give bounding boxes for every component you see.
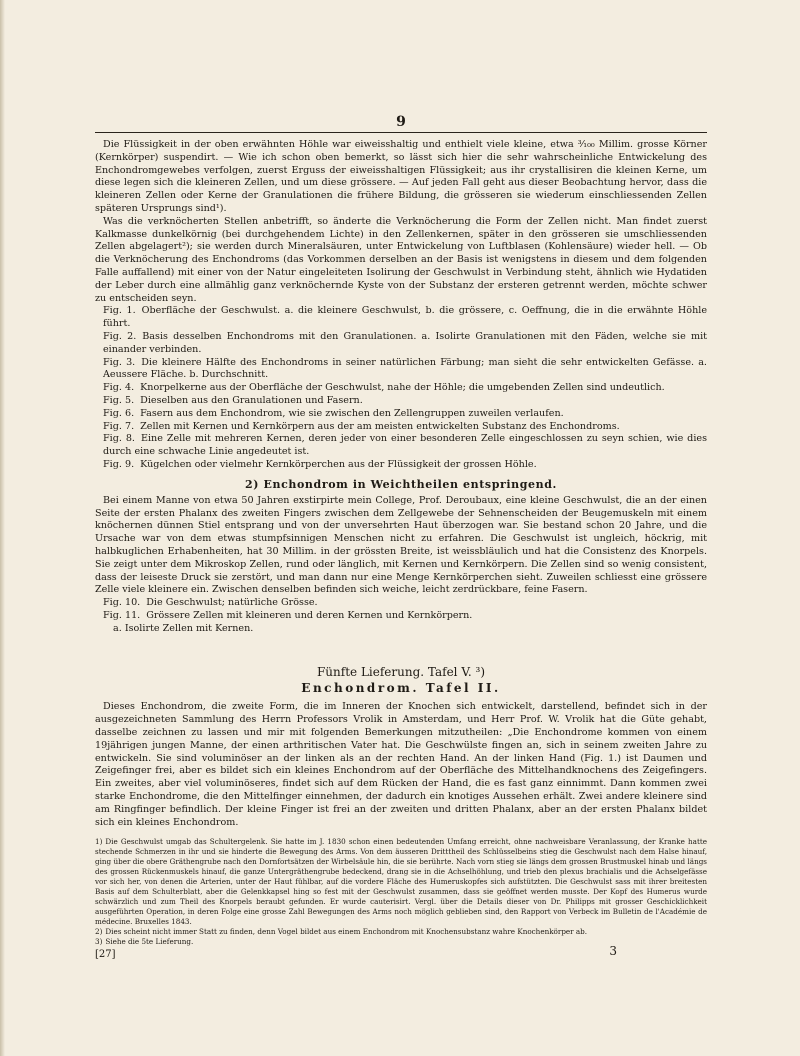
- figure-label: Fig. 1.: [103, 305, 136, 317]
- delivery-heading: Fünfte Lieferung. Tafel V. ³): [316, 665, 486, 680]
- figure-text: Die kleinere Hälfte des Enchondroms in seiner natürlichen Färbung; man sieht die sehr entwickelten Gefässe. a. Aeussere Fläche. b. Durchschnitt.: [103, 356, 707, 381]
- figure-caption: [95, 459, 707, 472]
- figure-caption: [95, 331, 707, 357]
- section2-paragraph: Bei einem Manne von etwa 50 Jahren exstirpirte mein College, Prof. Deroubaux, eine kleine Geschwulst, die an der einen Seite der ersten Phalanx des zweiten Fingers zwischen dem Zellgewebe der Sehnenscheiden der Beugemuskeln mit einem knöchernen dünnen Stiel entsprang und von der unversehrten Haut überzogen war. Sie bestand schon 20 Jahre, und die Ursache war von dem etwas stumpfsinnigen Menschen nicht zu erfahren. Die Geschwulst ist ungleich, höckrig, mit halbkuglichen Erhabenheiten, hat 30 Millim. in der grössten Breite, ist weissbläulich und hat die Consistenz des Knorpels. Sie zeigt unter dem Mikroskop Zellen, rund oder länglich, mit Kernen und Kernkörpern. Die Zellen sind so wenig consistent, dass der leiseste Druck sie zerstört, und man dann nur eine Menge Kernkörperchen sieht. Zuweilen schliesst eine grössere Zelle viele kleinere ein. Zwischen denselben befinden sich weiche, leicht zerdrückbare, feine Fasern.: [95, 494, 707, 596]
- figure-caption: [95, 382, 707, 395]
- figure-label: Fig. 2.: [103, 330, 137, 342]
- figure-text: Basis desselben Enchondroms mit den Granulationen. a. Isolirte Granulationen mit den Fäden, welche sie mit einander verbinden.: [103, 330, 707, 355]
- page-edge-shadow: [0, 0, 5, 1056]
- footnote-text: Siehe die 5te Lieferung.: [105, 937, 194, 947]
- page: [95, 112, 707, 961]
- page-number: 9: [396, 114, 406, 130]
- figure-caption: [95, 597, 707, 610]
- figure-label: Fig. 10.: [103, 597, 141, 609]
- footnote: [95, 927, 707, 937]
- bracket-mark: [27]: [95, 949, 116, 961]
- plate-heading: Enchondrom. Tafel II.: [301, 681, 501, 696]
- footer: [95, 944, 707, 961]
- figure-label: Fig. 6.: [103, 407, 135, 419]
- figure-label: Fig. 3.: [103, 356, 136, 368]
- figure-caption: [95, 357, 707, 383]
- figure-text: Fasern aus dem Enchondrom, wie sie zwischen den Zellengruppen zuweilen verlaufen.: [140, 407, 564, 419]
- figure-text: Zellen mit Kernen und Kernkörpern aus der am meisten entwickelten Substanz des Enchondroms.: [140, 420, 620, 432]
- section3-paragraph: Dieses Enchondrom, die zweite Form, die im Inneren der Knochen sich entwickelt, darstellend, befindet sich in der ausgezeichneten Sammlung des Herrn Professors Vrolik in Amsterdam, und Herr Prof. W. Vrolik hat die Güte gehabt, dasselbe zeichnen zu lassen und mir mit folgenden Bemerkungen mitzutheilen: „Die Enchondrome kommen von einem 19jährigen jungen Manne, der einen arthritischen Vater hat. Die Geschwülste fingen an, sich in seinem zweiten Jahre zu entwickeln. Sie sind voluminöser an der linken als an der rechten Hand. An der linken Hand (Fig. 1.) ist Daumen und Zeigefinger frei, aber es bildet sich ein kleines Enchondrom auf der Oberfläche des Mittelhandknochens des Zeigefingers. Ein zweites, aber viel voluminöseres, findet sich auf dem Rücken der Hand, die es fast ganz einnimmt. Dann kommen zwei starke Enchondrome, die den Mittelfinger einnehmen, der dadurch ein knotiges Aussehen erhält. Zwei andere kleinere sind am Ringfinger befindlich. Der kleine Finger ist frei an der zweiten und dritten Phalanx, aber an der ersten Phalanx bildet sich ein kleines Enchondrom.: [95, 701, 707, 828]
- footnote-label: 3): [95, 937, 103, 947]
- footnote: [95, 837, 707, 927]
- intro-paragraph-2: Was die verknöcherten Stellen anbetrifft, so änderte die Verknöcherung die Form der Zellen nicht. Man findet zuerst Kalkmasse dunkelkörnig (bei durchgehendem Lichte) in den Zellenkernen, später in den grösseren sie umschliessenden Zellen abgelagert²); sie werden durch Mineralsäuren, unter Entwickelung von Luftblasen (Kohlensäure) wieder hell. — Ob die Verknöcherung des Enchondroms (das Vorkommen derselben an der Basis ist wenigstens in diesem und dem folgenden Falle auffallend) mit einer von der Natur eingeleiteten Isolirung der Geschwulst in Verbindung steht, ähnlich wie Hydatiden der Leber durch eine allmählig ganz verknöchernde Kyste von der Substanz der ersteren getrennt werden, möchte schwer zu entscheiden seyn.: [95, 215, 707, 304]
- figure-label: Fig. 5.: [103, 394, 135, 406]
- section-heading: 2) Enchondrom in Weichtheilen entspringend.: [245, 477, 557, 491]
- figure-list-1: [95, 305, 707, 471]
- figure-text: Grössere Zellen mit kleineren und deren Kernen und Kernkörpern.: [146, 609, 473, 621]
- figure-caption: [95, 408, 707, 421]
- figure-caption: [95, 421, 707, 434]
- figure-text: Dieselben aus den Granulationen und Fasern.: [140, 394, 363, 406]
- figure-caption: [95, 395, 707, 408]
- footnote-text: Die Geschwulst umgab das Schultergelenk. Sie hatte im J. 1830 schon einen bedeutenden Umfang erreicht, ohne nachweisbare Veranlassung, der Kranke hatte stechende Schmerzen in ihr und sie hinderte die Bewegung des Arms. Von dem äusseren Dritttheil des Schlüsselbeins stieg die Geschwulst nach dem Halse hinauf, ging über die obere Gräthengrube nach den Dornfortsätzen der Wirbelsäule hin, die sie berührte. Nach vorn stieg sie längs dem grossen Brustmuskel hinab und längs des grossen Rückenmuskels hinauf, die ganze Untergräthengrube bedeckend, drang sie in die Achselhöhlung, und trieb den plexus brachialis und die Achselgefässe vor sich her, von denen die Arterien, unter der Haut fühlbar, auf die vordere Fläche des Humeruskopfes sich aufstützten. Die Geschwulst sass mit ihrer breitesten Basis auf dem Schulterblatt, aber die Gelenkkapsel hing so fest mit der Geschwulst zusammen, dass sie geöffnet werden musste. Der Kopf des Humerus wurde schwärzlich und zum Theil des Knorpels beraubt gefunden. Er wurde cauterisirt. Vergl. über die Details dieser von Dr. Philipps mit grosser Geschicklichkeit ausgeführten Operation, in deren Folge eine grosse Zahl Bewegungen des Arms noch möglich geblieben sind, den Rapport von Verbeck im Bulletin de l'Académie de médecine. Bruxelles 1843.: [95, 837, 707, 927]
- signature-number: 3: [609, 944, 617, 959]
- figure-text: Oberfläche der Geschwulst. a. die kleinere Geschwulst, b. die grössere, c. Oeffnung, die in die erwähnte Höhle führt.: [103, 305, 707, 330]
- figure-caption: [95, 305, 707, 331]
- figure-caption: [95, 433, 707, 459]
- figure-subcaption: a. Isolirte Zellen mit Kernen.: [113, 622, 254, 634]
- figure-text: Eine Zelle mit mehreren Kernen, deren jeder von einer besonderen Zelle eingeschlossen zu seyn schien, wie dies durch eine schwache Linie angedeutet ist.: [103, 433, 707, 458]
- footnote-label: 1): [95, 837, 103, 847]
- figure-text: Knorpelkerne aus der Oberfläche der Geschwulst, nahe der Höhle; die umgebenden Zellen sind undeutlich.: [140, 382, 665, 394]
- footnote-label: 2): [95, 927, 103, 937]
- figure-label: Fig. 9.: [103, 458, 135, 470]
- footnotes: [95, 837, 707, 947]
- footnote-text: Dies scheint nicht immer Statt zu finden, denn Vogel bildet aus einem Enchondrom mit Knochensubstanz wahre Knochenkörper ab.: [105, 927, 588, 937]
- figure-label: Fig. 8.: [103, 433, 135, 445]
- figure-label: Fig. 11.: [103, 609, 141, 621]
- figure-label: Fig. 7.: [103, 420, 135, 432]
- figure-text: Die Geschwulst; natürliche Grösse.: [146, 597, 318, 609]
- figure-label: Fig. 4.: [103, 382, 135, 394]
- intro-paragraph-1: Die Flüssigkeit in der oben erwähnten Höhle war eiweisshaltig und enthielt viele kleine, etwa ³⁄₁₀₀ Millim. grosse Körner (Kernkörper) suspendirt. — Wie ich schon oben bemerkt, so lässt sich hier die sehr wahrscheinliche Entwickelung des Enchondromgewebes verfolgen, zuerst Erguss der eiweisshaltigen Flüssigkeit; aus ihr crystallisiren die kleinen Kerne, um diese legen sich die kleineren Zellen, und um diese grössere. — Auf jeden Fall geht aus dieser Beobachtung hervor, dass die kleineren Zellen oder Kerne der Granulationen die frühere Bildung, die grösseren sie wiederum einschliessenden Zellen späteren Ursprungs sind¹).: [95, 139, 707, 214]
- figure-caption: [95, 610, 707, 623]
- figure-sublist: [113, 623, 707, 636]
- figure-text: Kügelchen oder vielmehr Kernkörperchen aus der Flüssigkeit der grossen Höhle.: [140, 458, 537, 470]
- body-text: [95, 139, 707, 829]
- header-rule: [95, 132, 707, 133]
- figure-list-2: [95, 597, 707, 623]
